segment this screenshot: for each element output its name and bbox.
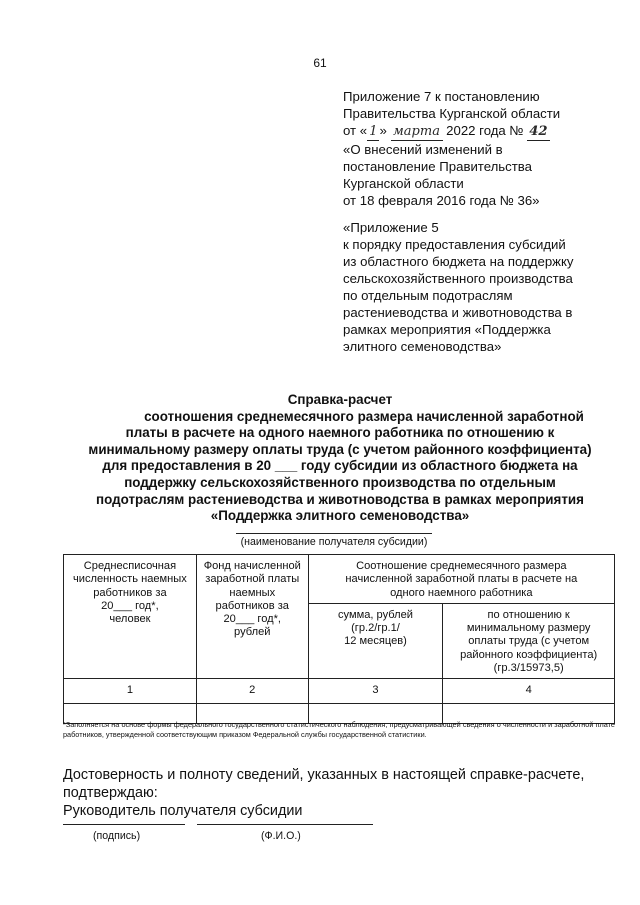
appendix5-line: к порядку предоставления субсидий [343,237,566,252]
appendix-line: Приложение 7 к постановлению [343,89,540,104]
confirm-line: Достоверность и полноту сведений, указанных в настоящей справке-расчете, [63,767,585,783]
document-title [62,392,618,525]
signature-line [63,824,185,825]
column-number: 1 [64,679,197,703]
confirm-line: подтверждаю: [63,785,158,801]
title-line: платы в расчете на одного наемного работника по отношению к [125,425,555,441]
header-cell-headcount: Среднесписочная численность наемных работников за 20___ год*, человек [64,555,197,679]
appendix5-line: сельскохозяйственного производства [343,271,573,286]
title-line: поддержку сельскохозяйственного производства по отдельным [124,474,556,490]
appendix5-line: «Приложение 5 [343,220,439,235]
header-cell-sum: сумма, рублей (гр.2/гр.1/ 12 месяцев) [308,603,443,678]
name-line [197,824,373,825]
recipient-caption: (наименование получателя субсидии) [240,536,428,548]
appendix-line: «О внесений изменений в [343,142,503,157]
recipient-name-field [236,520,432,548]
appendix-7-header [343,88,633,209]
handwritten-month: марта [391,123,443,141]
title-line: минимальному размеру оплаты труда (с учетом районного коэффициента) [88,441,592,457]
handwritten-day: 1 [369,124,378,139]
date-mid: » [379,123,387,138]
confirmation-text [63,766,615,820]
signature-caption: (подпись) [93,830,141,842]
table-header-row [64,555,615,604]
page-number: 61 [313,56,327,70]
appendix5-line: рамках мероприятия «Поддержка [343,322,551,337]
column-number: 3 [308,679,443,703]
appendix-line: Курганской области [343,176,464,191]
title-line: для предоставления в 20 ___ году субсидии из областного бюджета на [102,458,578,474]
column-number: 4 [443,679,615,703]
title-heading: Справка-расчет [287,392,393,407]
appendix5-line: по отдельным подотраслям [343,288,513,303]
header-cell-payroll-fund: Фонд начисленной заработной платы наемных работников за 20___ год*, рублей [196,555,308,679]
title-line: соотношения среднемесячного размера начисленной заработной [144,408,584,424]
calculation-table [63,554,615,724]
appendix5-line: из областного бюджета на поддержку [343,254,574,269]
appendix-line: постановление Правительства [343,159,532,174]
signature-block [63,824,615,854]
header-cell-ratio: Соотношение среднемесячного размера начисленной заработной платы в расчете на одного наемного работника [308,555,614,604]
appendix-date-line [343,122,633,141]
table-number-row [64,679,615,703]
column-number: 2 [196,679,308,703]
appendix-line: от 18 февраля 2016 года № 36» [343,193,540,208]
appendix-line: Правительства Курганской области [343,106,561,121]
title-line: подотраслям растениеводства и животноводства в рамках мероприятия [96,491,584,507]
appendix5-line: растениеводства и животноводства в [343,305,573,320]
appendix-5-header [343,219,633,355]
appendix5-line: элитного семеноводства» [343,339,502,354]
handwritten-doc-number: 42 [529,124,548,139]
signatory-title: Руководитель получателя субсидии [63,803,303,819]
header-cell-min-wage-ratio: по отношению к минимальному размеру оплаты труда (с учетом районного коэффициента) (гр.3/15973,5) [443,603,615,678]
recipient-name-line [236,520,432,534]
date-prefix: от « [343,123,368,138]
date-year: 2022 года № [446,123,524,138]
title-line: «Поддержка элитного семеноводства» [210,508,470,524]
name-caption: (Ф.И.О.) [261,830,301,842]
footnote: *Заполняется на основе формы федерального государственного статистического наблюдения, предусматривающей сведения о численности и заработной плате работников, утвержденной соответствующим приказом Федеральной службы государственной статистики. [63,720,615,739]
